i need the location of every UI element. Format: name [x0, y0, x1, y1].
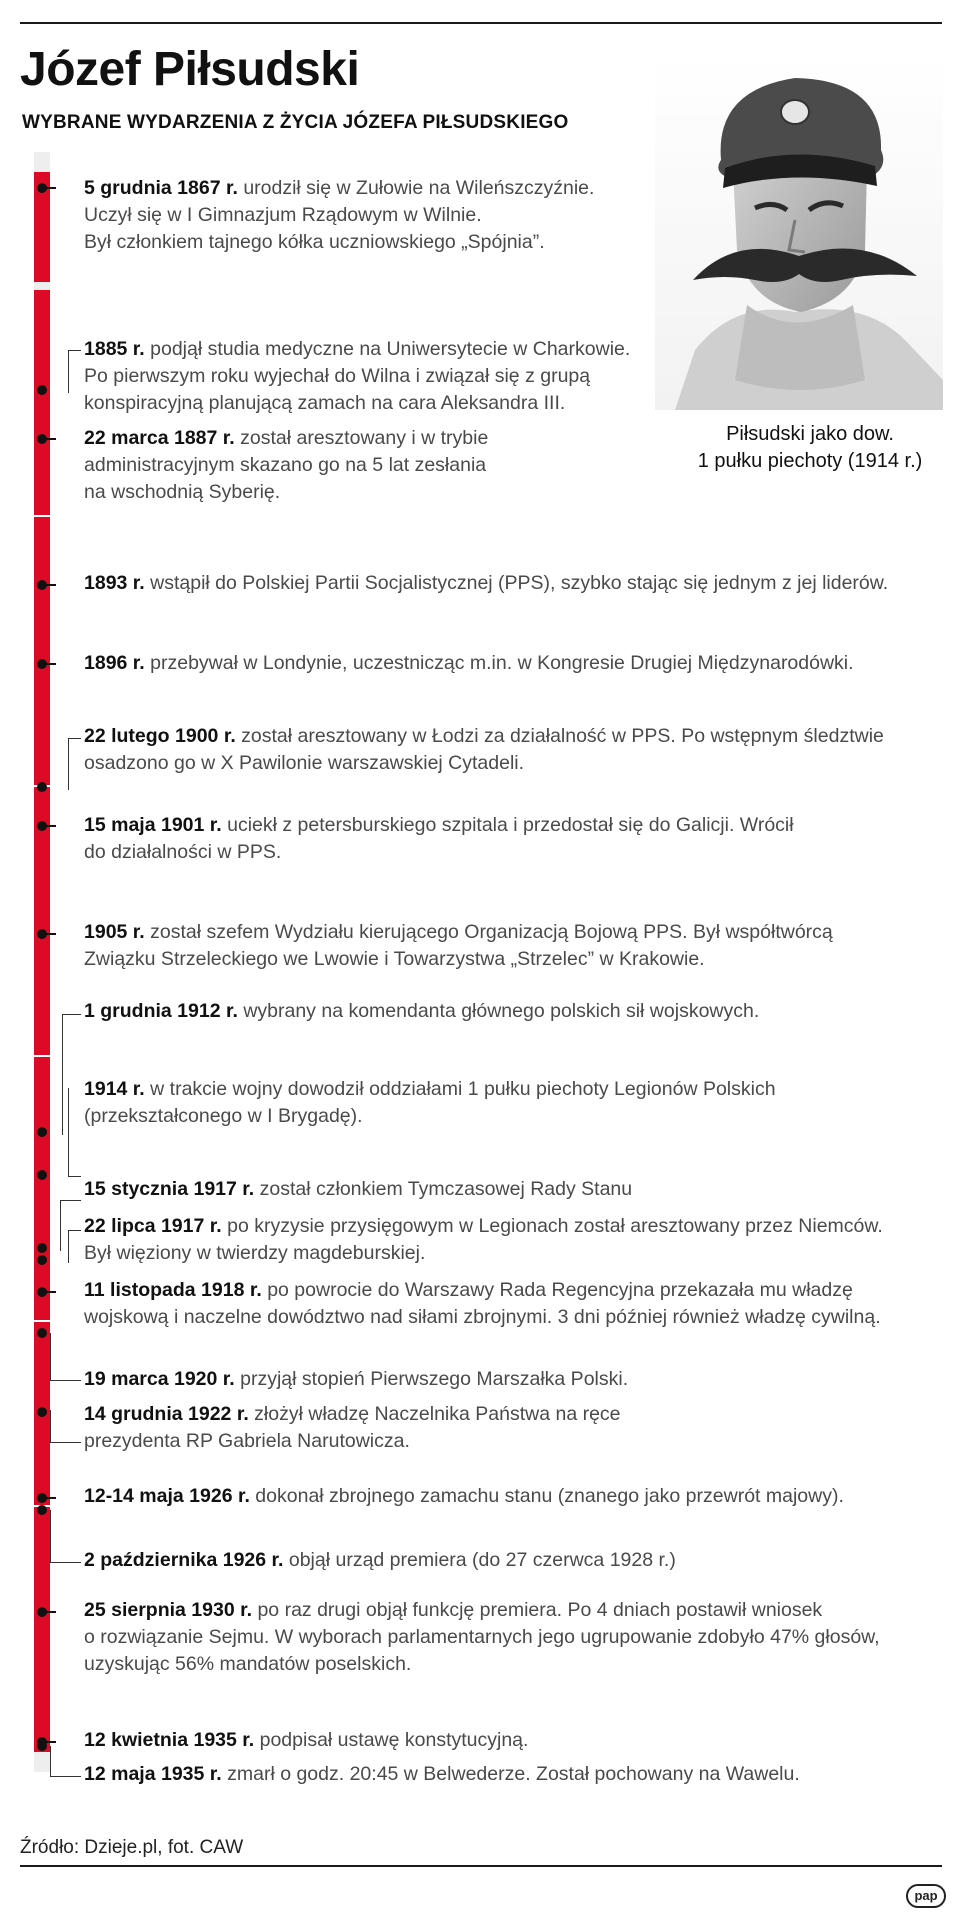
top-rule [20, 22, 942, 24]
event-text: podpisał ustawę konstytucyjną. [254, 1729, 529, 1751]
marker-dot [37, 1255, 47, 1265]
timeline-event [84, 723, 944, 777]
event-date: 25 sierpnia 1930 r. [84, 1599, 253, 1621]
event-date: 1914 r. [84, 1078, 145, 1100]
marker-dot [37, 1328, 47, 1338]
timeline-divider [34, 1055, 50, 1057]
page-title: Józef Piłsudski [20, 43, 360, 96]
event-text: wybrany na komendanta głównego polskich sił wojskowych. [237, 1000, 760, 1022]
event-text: złożył władzę Naczelnika Państwa na ręce [248, 1403, 621, 1425]
marker-dot [37, 1407, 47, 1417]
event-text: po powrocie do Warszawy Rada Regencyjna przekazała mu władzę [261, 1279, 853, 1301]
marker-tick [42, 825, 56, 827]
source-note: Źródło: Dzieje.pl, fot. CAW [20, 1837, 244, 1858]
event-text: prezydenta RP Gabriela Narutowicza. [84, 1430, 410, 1452]
event-date: 14 grudnia 1922 r. [84, 1403, 249, 1425]
event-date: 1905 r. [84, 921, 145, 943]
event-date: 12-14 maja 1926 r. [84, 1485, 250, 1507]
timeline-event [84, 1076, 944, 1130]
event-text: wstąpił do Polskiej Partii Socjalistycznej (PPS), szybko stając się jednym z jej liderów. [144, 572, 889, 594]
timeline-event [84, 1597, 944, 1678]
event-date: 12 maja 1935 r. [84, 1763, 222, 1785]
event-text: zmarł o godz. 20:45 w Belwederze. Został pochowany na Wawelu. [221, 1763, 800, 1785]
event-text: Związku Strzeleckiego we Lwowie i Towarzystwa „Strzelec” w Krakowie. [84, 948, 705, 970]
timeline-event [84, 998, 944, 1025]
event-text: został aresztowany w Łodzi za działalność w PPS. Po wstępnym śledztwie [235, 725, 884, 747]
event-date: 5 grudnia 1867 r. [84, 177, 238, 199]
timeline-event [84, 812, 944, 866]
event-date: 1893 r. [84, 572, 145, 594]
event-text: podjął studia medyczne na Uniwersytecie w Charkowie. [144, 338, 631, 360]
event-date: 15 stycznia 1917 r. [84, 1178, 255, 1200]
marker-dot [37, 1741, 47, 1751]
marker-connector [50, 1510, 81, 1563]
marker-tick [42, 933, 56, 935]
marker-dot [37, 1505, 47, 1515]
event-text: przebywał w Londynie, uczestnicząc m.in. w Kongresie Drugiej Międzynarodówki. [144, 652, 854, 674]
timeline-bar-segment [34, 290, 50, 1752]
marker-dot [37, 385, 47, 395]
event-text: Uczył się w I Gimnazjum Rządowym w Wilnie. [84, 204, 482, 226]
marker-tick [42, 1291, 56, 1293]
marker-tick [42, 663, 56, 665]
event-text: o rozwiązanie Sejmu. W wyborach parlamentarnych jego ugrupowanie zdobyło 47% głosów, [84, 1626, 880, 1648]
timeline-event [84, 650, 944, 677]
event-text: do działalności w PPS. [84, 841, 282, 863]
timeline-divider [34, 515, 50, 517]
event-text: Po pierwszym roku wyjechał do Wilna i związał się z grupą [84, 365, 591, 387]
event-date: 11 listopada 1918 r. [84, 1279, 262, 1301]
caption-line: 1 pułku piechoty (1914 r.) [697, 450, 923, 472]
timeline-event [84, 1727, 944, 1754]
event-text: konspiracyjną planującą zamach na cara Aleksandra III. [84, 392, 566, 414]
event-text: uciekł z petersburskiego szpitala i przedostał się do Galicji. Wrócił [221, 814, 794, 836]
portrait-photo [655, 50, 943, 410]
event-date: 1885 r. [84, 338, 145, 360]
marker-tick [42, 187, 56, 189]
timeline-event [84, 1483, 944, 1510]
marker-dot [37, 782, 47, 792]
event-date: 2 października 1926 r. [84, 1549, 284, 1571]
marker-dot [37, 1243, 47, 1253]
timeline-event [84, 1213, 944, 1267]
event-date: 22 lipca 1917 r. [84, 1215, 222, 1237]
timeline-event [84, 1176, 944, 1203]
event-text: został członkiem Tymczasowej Rady Stanu [254, 1178, 633, 1200]
marker-dot [37, 1127, 47, 1137]
marker-connector [68, 738, 81, 790]
event-date: 22 lutego 1900 r. [84, 725, 236, 747]
marker-connector [50, 1333, 81, 1381]
portrait-caption [660, 421, 960, 475]
timeline-event [84, 1366, 944, 1393]
timeline-event [84, 919, 944, 973]
event-text: przyjął stopień Pierwszego Marszałka Polski. [234, 1368, 629, 1390]
marker-connector [68, 1088, 81, 1177]
pap-logo: pap [906, 1884, 946, 1908]
event-text: objął urząd premiera (do 27 czerwca 1928 r.) [283, 1549, 676, 1571]
timeline-divider [34, 1320, 50, 1322]
marker-connector [50, 1410, 81, 1443]
event-text: na wschodnią Syberię. [84, 481, 281, 503]
timeline-event [84, 1277, 944, 1331]
event-text: Był więziony w twierdzy magdeburskiej. [84, 1242, 426, 1264]
marker-connector [50, 1746, 81, 1777]
timeline-event [84, 570, 944, 597]
event-text: dokonał zbrojnego zamachu stanu (znanego jako przewrót majowy). [249, 1485, 844, 1507]
event-date: 12 kwietnia 1935 r. [84, 1729, 255, 1751]
event-date: 1896 r. [84, 652, 145, 674]
event-text: w trakcie wojny dowodził oddziałami 1 pułku piechoty Legionów Polskich [144, 1078, 776, 1100]
event-text: osadzono go w X Pawilonie warszawskiej Cytadeli. [84, 752, 525, 774]
marker-dot [37, 1170, 47, 1180]
page-subtitle: WYBRANE WYDARZENIA Z ŻYCIA JÓZEFA PIŁSUDSKIEGO [22, 112, 569, 133]
event-date: 22 marca 1887 r. [84, 427, 235, 449]
timeline-event [84, 1401, 944, 1455]
event-date: 19 marca 1920 r. [84, 1368, 235, 1390]
marker-connector [68, 350, 81, 393]
event-text: (przekształconego w I Brygadę). [84, 1105, 363, 1127]
bottom-rule [20, 1865, 942, 1867]
caption-line: Piłsudski jako dow. [726, 423, 894, 445]
event-text: uzyskując 56% mandatów poselskich. [84, 1653, 412, 1675]
event-text: po kryzysie przysięgowym w Legionach został aresztowany przez Niemców. [221, 1215, 883, 1237]
marker-tick [42, 584, 56, 586]
timeline-event [84, 1547, 944, 1574]
event-date: 15 maja 1901 r. [84, 814, 222, 836]
marker-tick [42, 1497, 56, 1499]
event-text: po raz drugi objął funkcję premiera. Po 4 dniach postawił wniosek [252, 1599, 823, 1621]
event-text: urodził się w Zułowie na Wileńszczyźnie. [237, 177, 595, 199]
event-text: został szefem Wydziału kierującego Organizacją Bojową PPS. Był współtwórcą [144, 921, 833, 943]
marker-tick [42, 1611, 56, 1613]
event-text: został aresztowany i w trybie [234, 427, 489, 449]
timeline-event [84, 1761, 944, 1788]
event-date: 1 grudnia 1912 r. [84, 1000, 238, 1022]
marker-connector [68, 1230, 81, 1263]
event-text: administracyjnym skazano go na 5 lat zesłania [84, 454, 487, 476]
event-text: Był członkiem tajnego kółka uczniowskiego „Spójnia”. [84, 231, 545, 253]
event-text: wojskową i naczelne dowództwo nad siłami zbrojnymi. 3 dni później również władzę cywilną. [84, 1306, 881, 1328]
marker-tick [42, 438, 56, 440]
